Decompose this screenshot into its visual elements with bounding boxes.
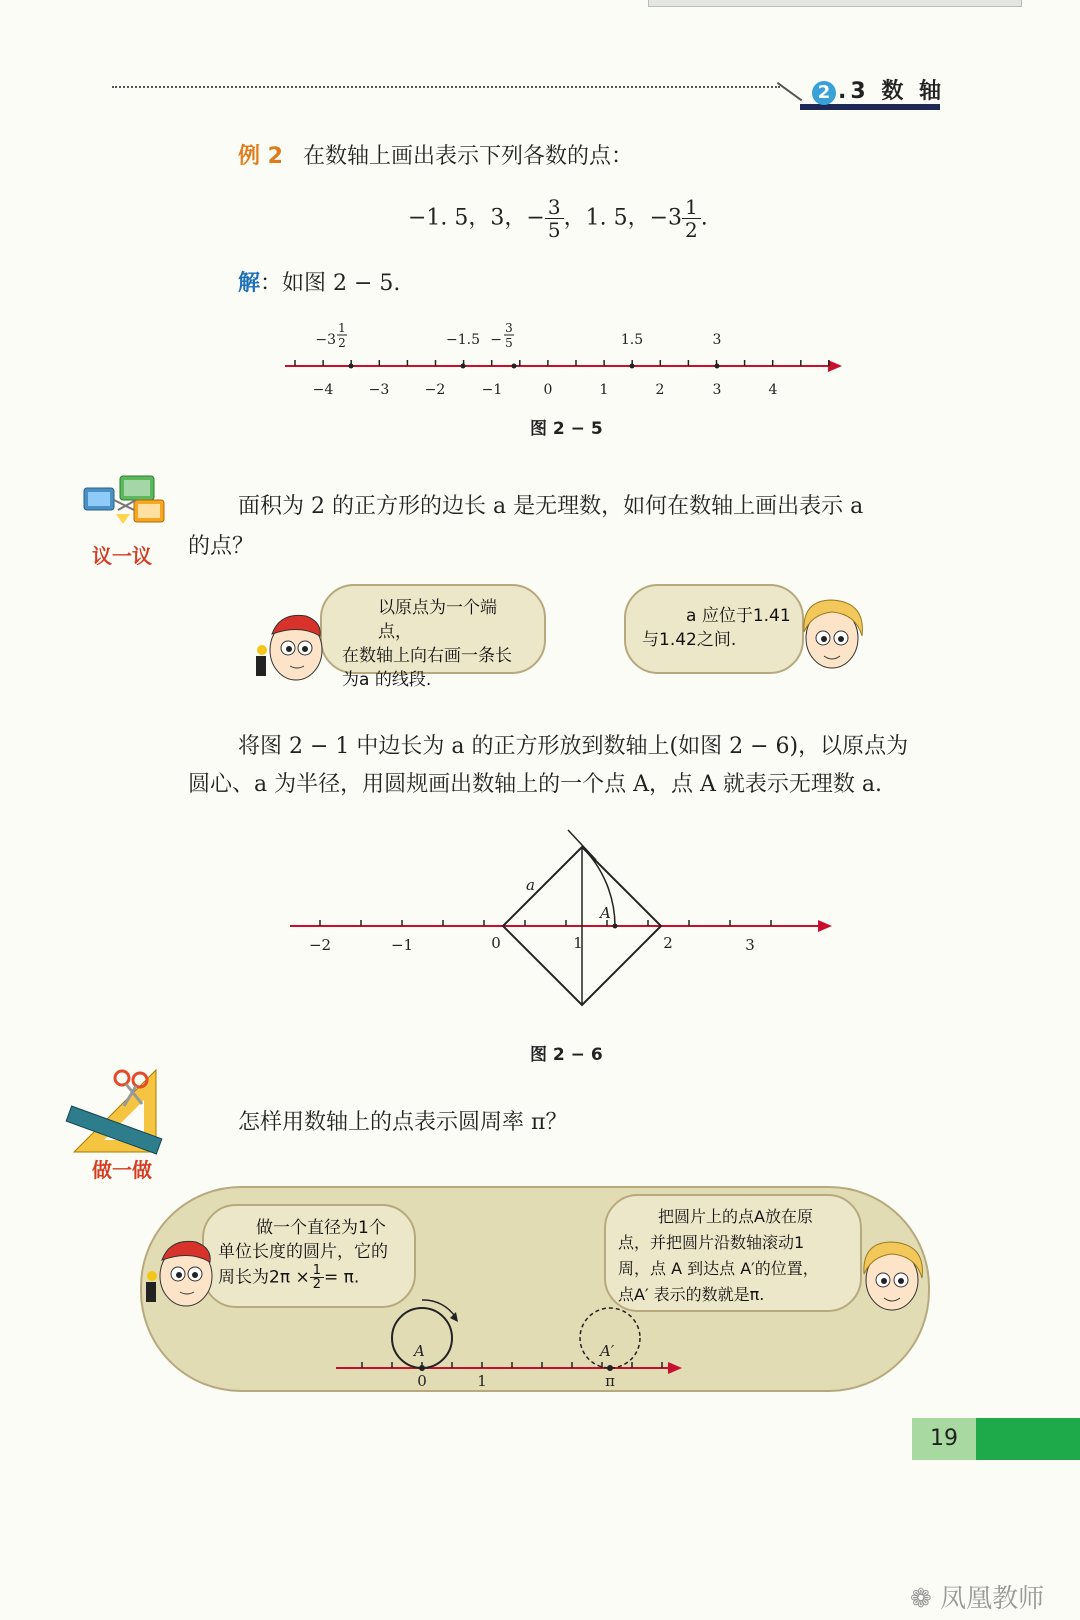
header-slant — [777, 82, 802, 101]
header-dotted-rule — [112, 86, 780, 88]
num-seg-end: . — [700, 205, 708, 231]
point-neg3-1-2 — [349, 364, 354, 369]
bubble-line: 单位长度的圆片，它的 — [218, 1242, 388, 1262]
tick-label: −1 — [481, 382, 503, 398]
axis-arrow — [818, 920, 832, 932]
figure-2-6-caption: 图 2 − 6 — [530, 1045, 603, 1065]
bubble-line: a 应位于1.41 — [686, 606, 791, 626]
discuss-text-line1: 面积为 2 的正方形的边长 a 是无理数，如何在数轴上画出表示 a — [238, 494, 864, 519]
point-label-1-5: 1.5 — [620, 332, 644, 348]
watermark — [910, 1578, 1044, 1615]
section-title: .3 数 轴 — [838, 79, 945, 104]
tick-label: 0 — [543, 382, 553, 398]
student-boy-avatar-2 — [138, 1232, 218, 1312]
figure-2-6-diagram — [280, 820, 840, 1020]
frac-num: 1 — [682, 196, 701, 219]
example-text: 在数轴上画出表示下列各数的点： — [302, 144, 633, 169]
label-A: A — [414, 1342, 425, 1360]
fraction-3-5 — [545, 196, 564, 241]
tick-label: −1 — [390, 936, 414, 954]
num-seg-2: ，1. 5，−3 — [563, 205, 683, 231]
tick-label: 2 — [663, 934, 673, 952]
point-neg3-5 — [512, 364, 517, 369]
ruler-scissors-icon — [64, 1060, 164, 1160]
point-label-3: 3 — [712, 332, 722, 348]
page-number-bar — [976, 1418, 1080, 1460]
label-a: a — [526, 876, 535, 894]
tick-label-1: 1 — [477, 1372, 487, 1386]
example-numbers — [408, 196, 708, 241]
label-A-prime: A′ — [600, 1342, 615, 1360]
point-3 — [715, 364, 720, 369]
formula-pre: 周长为2π × — [218, 1267, 310, 1288]
frac-den: 5 — [505, 336, 513, 350]
tick-label: 0 — [491, 934, 501, 952]
bubble-line: 为a 的线段. — [342, 670, 432, 690]
solution-text: ：如图 2 − 5. — [260, 271, 401, 296]
example-line — [238, 140, 633, 174]
frac-num: 1 — [338, 321, 346, 335]
tick-label: 1 — [599, 382, 609, 398]
speech-bubble-right — [624, 584, 804, 674]
tick-label: 3 — [745, 936, 755, 954]
fraction-1-2 — [310, 1264, 324, 1291]
solution-line — [238, 266, 400, 301]
tick-label: −2 — [424, 382, 446, 398]
example-label: 例 2 — [238, 144, 283, 169]
discuss-label: 议一议 — [92, 544, 152, 568]
frac-num: 3 — [545, 196, 564, 219]
section-number-badge: 2 — [812, 81, 836, 105]
formula-post: = π. — [323, 1267, 360, 1288]
discuss-text-line2: 的点？ — [188, 534, 255, 559]
bubble-line: 周，点 A 到达点 A′的位置， — [618, 1259, 819, 1278]
point-A — [613, 924, 618, 929]
point-label-neg3-1-2: −3 — [315, 332, 336, 348]
top-strip — [648, 0, 1022, 7]
bubble-line: 与1.42之间. — [642, 630, 737, 650]
student-girl-avatar-2 — [856, 1234, 928, 1316]
bubble-line: 做一个直径为1个 — [256, 1218, 386, 1238]
rolling-circle-diagram — [330, 1290, 690, 1386]
solution-label: 解 — [238, 270, 261, 296]
tick-label: 3 — [712, 382, 722, 398]
axis-arrow — [668, 1362, 682, 1374]
tick-label: 4 — [768, 382, 778, 398]
para2-line2: 圆心、a 为半径，用圆规画出数轴上的一个点 A，点 A 就表示无理数 a. — [188, 772, 882, 797]
point-1-5 — [630, 364, 635, 369]
figure-2-5-number-line — [270, 318, 850, 398]
tick-label: −4 — [312, 382, 334, 398]
point-A-prime — [607, 1365, 613, 1371]
point-label-neg3-5: − — [490, 332, 502, 348]
para2-line1: 将图 2 − 1 中边长为 a 的正方形放到数轴上(如图 2 − 6)，以原点为 — [238, 734, 909, 759]
frac-den: 2 — [312, 1277, 321, 1292]
student-girl-avatar — [796, 592, 872, 674]
frac-num: 1 — [310, 1264, 324, 1278]
discuss-computers-icon — [78, 470, 170, 530]
student-boy-avatar — [250, 606, 330, 684]
bubble-line-formula — [218, 1264, 406, 1291]
frac-den: 5 — [547, 218, 561, 242]
label-A: A — [600, 904, 611, 922]
page-number: 19 — [912, 1418, 976, 1460]
fraction-1-2 — [682, 196, 701, 241]
axis-arrow — [828, 360, 842, 372]
bubble-line: 在数轴上向右画一条长 — [342, 646, 512, 666]
roll-arrowhead — [450, 1312, 458, 1322]
tick-label: 1 — [573, 934, 583, 952]
bubble-line: 以原点为一个端点， — [378, 598, 497, 642]
bubble-line: 点A′ 表示的数就是π. — [618, 1285, 765, 1304]
section-heading — [812, 74, 945, 105]
frac-den: 2 — [338, 336, 346, 350]
figure-2-5-caption: 图 2 − 5 — [530, 419, 603, 439]
bubble-line: 把圆片上的点A放在原 — [658, 1207, 813, 1226]
speech-bubble-left — [320, 584, 546, 690]
point-neg1-5 — [461, 364, 466, 369]
bubble-line: 点，并把圆片沿数轴滚动1 — [618, 1233, 805, 1252]
tick-label-0: 0 — [417, 1372, 427, 1386]
do-it-label: 做一做 — [92, 1158, 152, 1182]
tick-label: −3 — [368, 382, 390, 398]
point-label-neg1-5: −1.5 — [446, 332, 480, 348]
tick-label-pi: π — [605, 1372, 615, 1386]
watermark-text: 凤凰教师 — [940, 1584, 1045, 1614]
frac-num: 3 — [505, 321, 513, 335]
tick-label: −2 — [308, 936, 332, 954]
point-A — [419, 1365, 425, 1371]
num-seg-1: −1. 5，3，− — [408, 205, 545, 231]
tick-label: 2 — [655, 382, 665, 398]
frac-den: 2 — [685, 218, 698, 242]
do-it-question: 怎样用数轴上的点表示圆周率 π？ — [238, 1110, 568, 1135]
wechat-icon: ❁ — [910, 1584, 941, 1614]
